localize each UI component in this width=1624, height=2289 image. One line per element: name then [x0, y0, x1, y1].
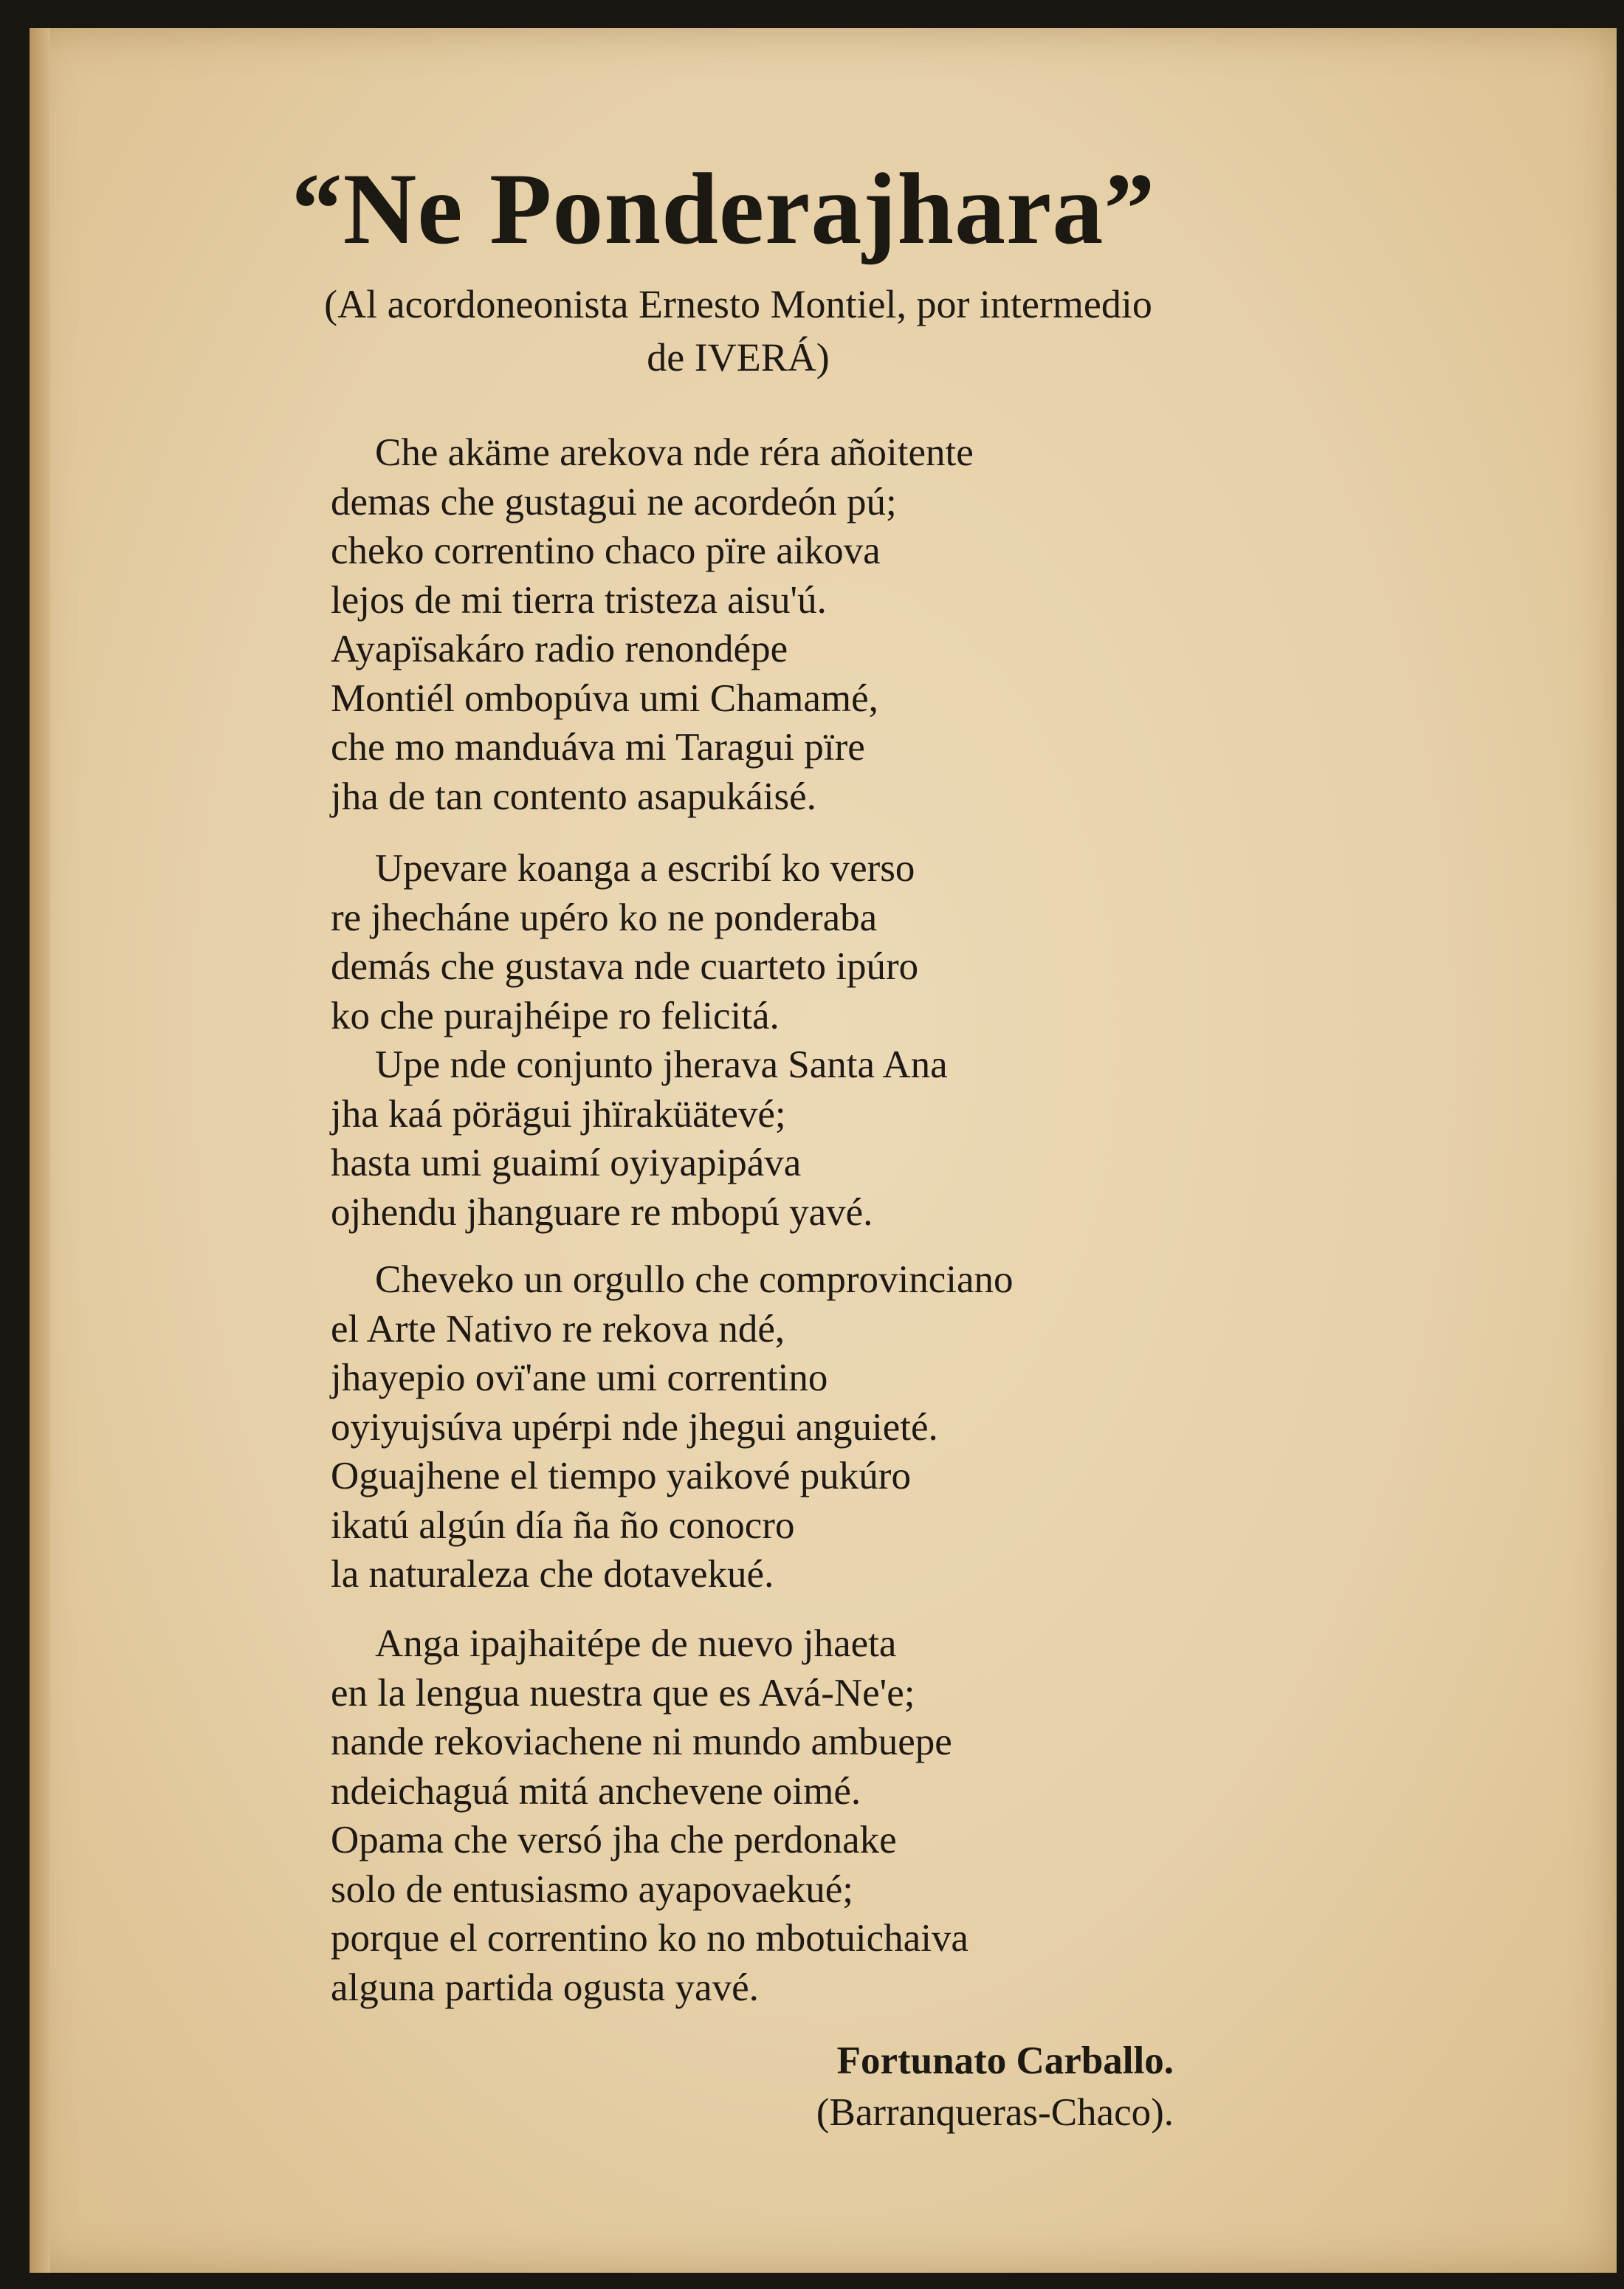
dedication-line: de IVERÁ) — [647, 335, 830, 380]
poem-line: lejos de mi tierra tristeza aisu'ú. — [331, 578, 827, 622]
poem-line: demás che gustava nde cuarteto ipúro — [331, 945, 919, 988]
stanza-1 — [331, 428, 1290, 821]
poem-line: hasta umi guaimí oyiyapipáva — [331, 1142, 802, 1184]
poem-dedication — [221, 278, 1255, 384]
stanza-3 — [331, 1255, 1290, 1599]
poem-line: cheko correntino chaco pïre aikova — [331, 529, 881, 572]
poem-line: jhayepio ovï'ane umi correntino — [331, 1356, 828, 1399]
poem-line: ko che purajhéipe ro felicitá. — [331, 994, 780, 1037]
poem-line: jha de tan contento asapukáisé. — [331, 775, 816, 818]
poem-line: solo de entusiasmo ayapovaekué; — [331, 1867, 853, 1911]
poem-line: Che akäme arekova nde réra añoitente — [375, 431, 974, 474]
poem-title: “Ne Ponderajhara” — [291, 152, 1156, 265]
poem-line: Oguajhene el tiempo yaikové pukúro — [331, 1455, 911, 1497]
poem-line: re jhecháne upéro ko ne ponderaba — [331, 896, 878, 939]
poem-line: alguna partida ogusta yavé. — [331, 1966, 759, 2009]
signature-block — [816, 2035, 1174, 2138]
poem-line: Montiél ombopúva umi Chamamé, — [331, 676, 878, 720]
author-name: Fortunato Carballo. — [836, 2039, 1174, 2082]
poem-line: Anga ipajhaitépe de nuevo jhaeta — [375, 1622, 897, 1665]
poem-line: en la lengua nuestra que es Avá-Ne'e; — [331, 1671, 915, 1715]
poem-line: la naturaleza che dotavekué. — [331, 1553, 774, 1596]
poem-line: ojhendu jhanguare re mbopú yavé. — [331, 1190, 873, 1234]
poem-line: ikatú algún día ña ño conocro — [331, 1503, 795, 1547]
poem-line: Upevare koanga a escribí ko verso — [375, 847, 915, 890]
poem-line: nande rekoviachene ni mundo ambuepe — [331, 1720, 952, 1763]
poem-line: Ayapïsakáro radio renondépe — [331, 628, 788, 670]
poem-line: che mo manduáva mi Taragui pïre — [331, 726, 865, 769]
poem-line: ndeichaguá mitá anchevene oimé. — [331, 1769, 861, 1813]
poem-line: oyiyujsúva upérpi nde jhegui anguieté. — [331, 1405, 938, 1449]
poem-line: demas che gustagui ne acordeón pú; — [331, 480, 897, 524]
author-location: (Barranqueras-Chaco). — [816, 2091, 1174, 2134]
poem-line: el Arte Nativo re rekova ndé, — [331, 1307, 785, 1351]
poem-line: Upe nde conjunto jherava Santa Ana — [375, 1043, 948, 1086]
poem-line: porque el correntino ko no mbotuichaiva — [331, 1917, 968, 1960]
page-spine — [30, 28, 50, 2273]
poem-line: Cheveko un orgullo che comprovinciano — [375, 1258, 1014, 1301]
poem-line: Opama che versó jha che perdonake — [331, 1819, 897, 1861]
dedication-line: (Al acordoneonista Ernesto Montiel, por intermedio — [324, 282, 1152, 326]
poem-line: jha kaá pörägui jhïraküätevé; — [331, 1092, 786, 1136]
book-page — [30, 28, 1617, 2273]
stanza-2 — [331, 844, 1290, 1237]
stanza-4 — [331, 1619, 1290, 2012]
